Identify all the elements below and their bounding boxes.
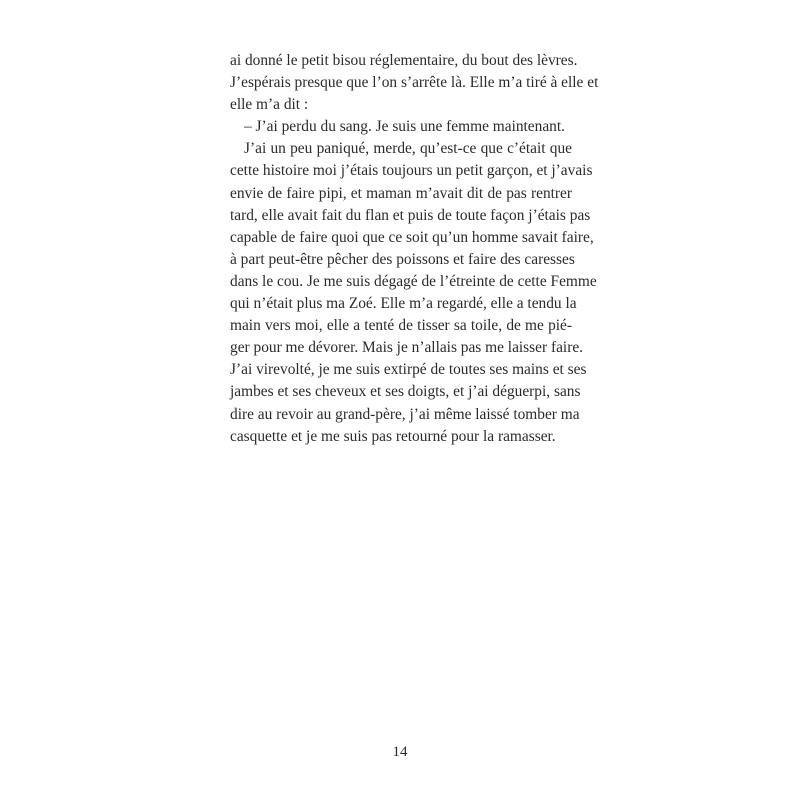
text-line: elle m’a dit : [230,96,309,114]
text-line: J’ai virevolté, je me suis extirpé de toutes ses mains et ses [230,361,587,379]
text-line: cette histoire moi j’étais toujours un petit garçon, et j’avais [230,162,593,180]
text-line: main vers moi, elle a tenté de tisser sa toile, de me pié- [230,317,572,335]
text-line: jambes et ses cheveux et ses doigts, et j’ai déguerpi, sans [230,383,581,401]
text-line: J’espérais presque que l’on s’arrête là. Elle m’a tiré à elle et [230,74,599,92]
page-number: 14 [392,744,408,760]
body-text [230,50,599,448]
text-line: – J’ai perdu du sang. Je suis une femme maintenant. [244,118,565,136]
text-line: casquette et je me suis pas retourné pour la ramasser. [230,427,556,445]
text-line: capable de faire quoi que ce soit qu’un homme savait faire, [230,228,594,246]
text-line: ger pour me dévorer. Mais je n’allais pas me laisser faire. [230,339,583,357]
text-line: dans le cou. Je me suis dégagé de l’étreinte de cette Femme [230,272,597,290]
text-line: dire au revoir au grand-père, j’ai même laissé tomber ma [230,405,580,423]
text-line: envie de faire pipi, et maman m’avait dit de pas rentrer [230,184,572,202]
text-line: à part peut-être pêcher des poissons et faire des caresses [230,250,575,268]
text-line: qui n’était plus ma Zoé. Elle m’a regardé, elle a tendu la [230,295,577,313]
text-line: tard, elle avait fait du flan et puis de toute façon j’étais pas [230,206,591,224]
text-line: J’ai un peu paniqué, merde, qu’est-ce que c’était que [244,140,572,158]
text-line: ai donné le petit bisou réglementaire, du bout des lèvres. [230,52,578,69]
